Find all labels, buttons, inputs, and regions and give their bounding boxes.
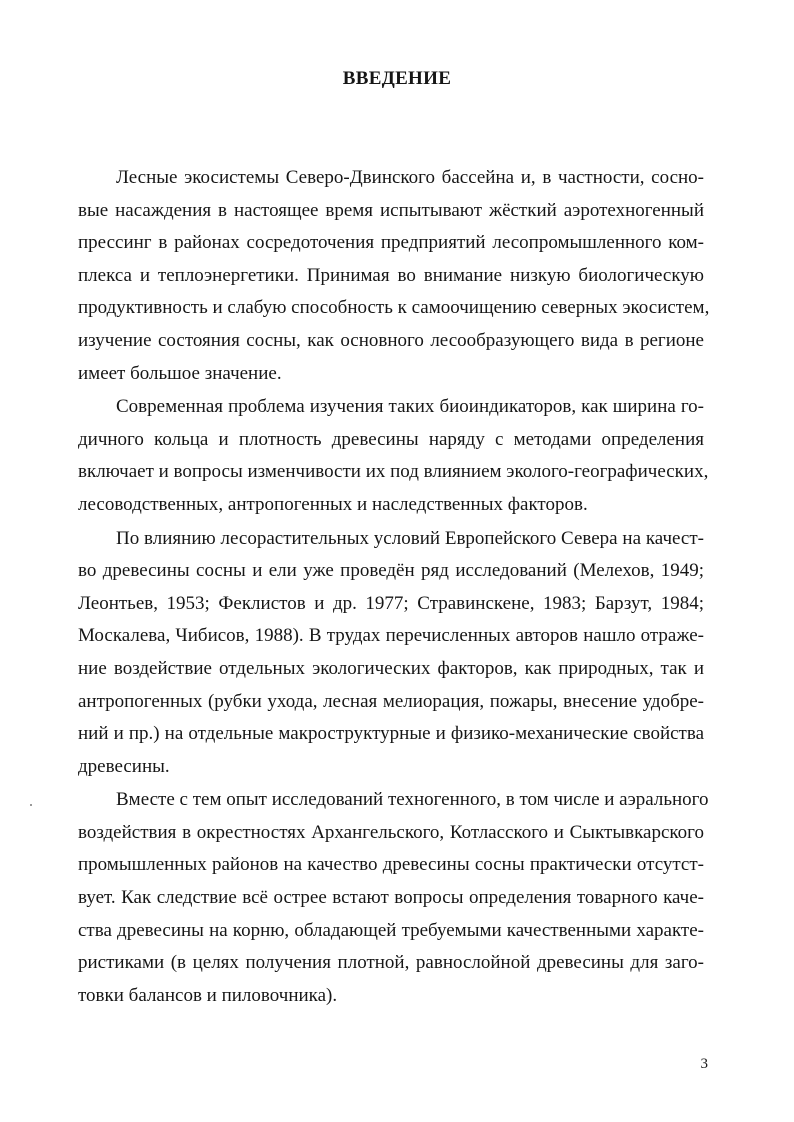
text-line: имеет большое значение. bbox=[78, 362, 282, 384]
scan-speck bbox=[30, 804, 32, 806]
paragraph-1 bbox=[78, 162, 710, 390]
text-line: включает и вопросы изменчивости их под влиянием эколого-географических, bbox=[78, 461, 709, 483]
page-title: ВВЕДЕНИЕ bbox=[342, 68, 452, 89]
text-line: прессинг в районах сосредоточения предприятий лесопромышленного ком- bbox=[78, 232, 704, 254]
text-line: товки балансов и пиловочника). bbox=[78, 984, 338, 1006]
text-line: дичного кольца и плотность древесины наряду с методами определения bbox=[78, 428, 704, 450]
text-line: воздействия в окрестностях Архангельского, Котласского и Сыктывкарского bbox=[78, 821, 704, 843]
paragraph-3 bbox=[78, 523, 704, 784]
paragraph-4 bbox=[78, 784, 709, 1012]
text-line: продуктивность и слабую способность к самоочищению северных экосистем, bbox=[78, 297, 710, 319]
text-line: ний и пр.) на отдельные макроструктурные и физико-механические свойства bbox=[78, 723, 704, 745]
text-line: Современная проблема изучения таких биоиндикаторов, как ширина го- bbox=[116, 396, 704, 418]
text-line: плекса и теплоэнергетики. Принимая во внимание низкую биологическую bbox=[78, 264, 704, 286]
text-line: вует. Как следствие всё острее встают вопросы определения товарного каче- bbox=[78, 887, 704, 909]
text-line: ние воздействие отдельных экологических факторов, как природных, так и bbox=[78, 657, 704, 679]
text-line: антропогенных (рубки ухода, лесная мелиорация, пожары, внесение удобре- bbox=[78, 690, 704, 712]
page-number: 3 bbox=[700, 1056, 708, 1072]
text-line: лесоводственных, антропогенных и наследственных факторов. bbox=[78, 493, 588, 515]
text-line: Москалева, Чибисов, 1988). В трудах перечисленных авторов нашло отраже- bbox=[78, 625, 704, 647]
text-line: изучение состояния сосны, как основного лесообразующего вида в регионе bbox=[78, 329, 704, 351]
text-line: Леонтьев, 1953; Феклистов и др. 1977; Стравинскене, 1983; Барзут, 1984; bbox=[78, 592, 704, 614]
text-line: Лесные экосистемы Северо-Двинского бассейна и, в частности, сосно- bbox=[116, 167, 704, 188]
text-line: во древесины сосны и ели уже проведён ряд исследований (Мелехов, 1949; bbox=[78, 560, 704, 582]
text-line: промышленных районов на качество древесины сосны практически отсутст- bbox=[78, 854, 704, 876]
text-line: ства древесины на корню, обладающей требуемыми качественными характе- bbox=[78, 919, 704, 941]
paragraph-2 bbox=[78, 391, 709, 521]
text-line: ристиками (в целях получения плотной, равнослойной древесины для заго- bbox=[78, 952, 704, 974]
text-line: Вместе с тем опыт исследований техногенного, в том числе и аэрального bbox=[116, 789, 709, 811]
text-line: вые насаждения в настоящее время испытывают жёсткий аэротехногенный bbox=[78, 199, 704, 221]
body-text bbox=[78, 162, 710, 1013]
text-line: древесины. bbox=[78, 755, 170, 777]
text-line: По влиянию лесорастительных условий Европейского Севера на качест- bbox=[116, 527, 704, 549]
